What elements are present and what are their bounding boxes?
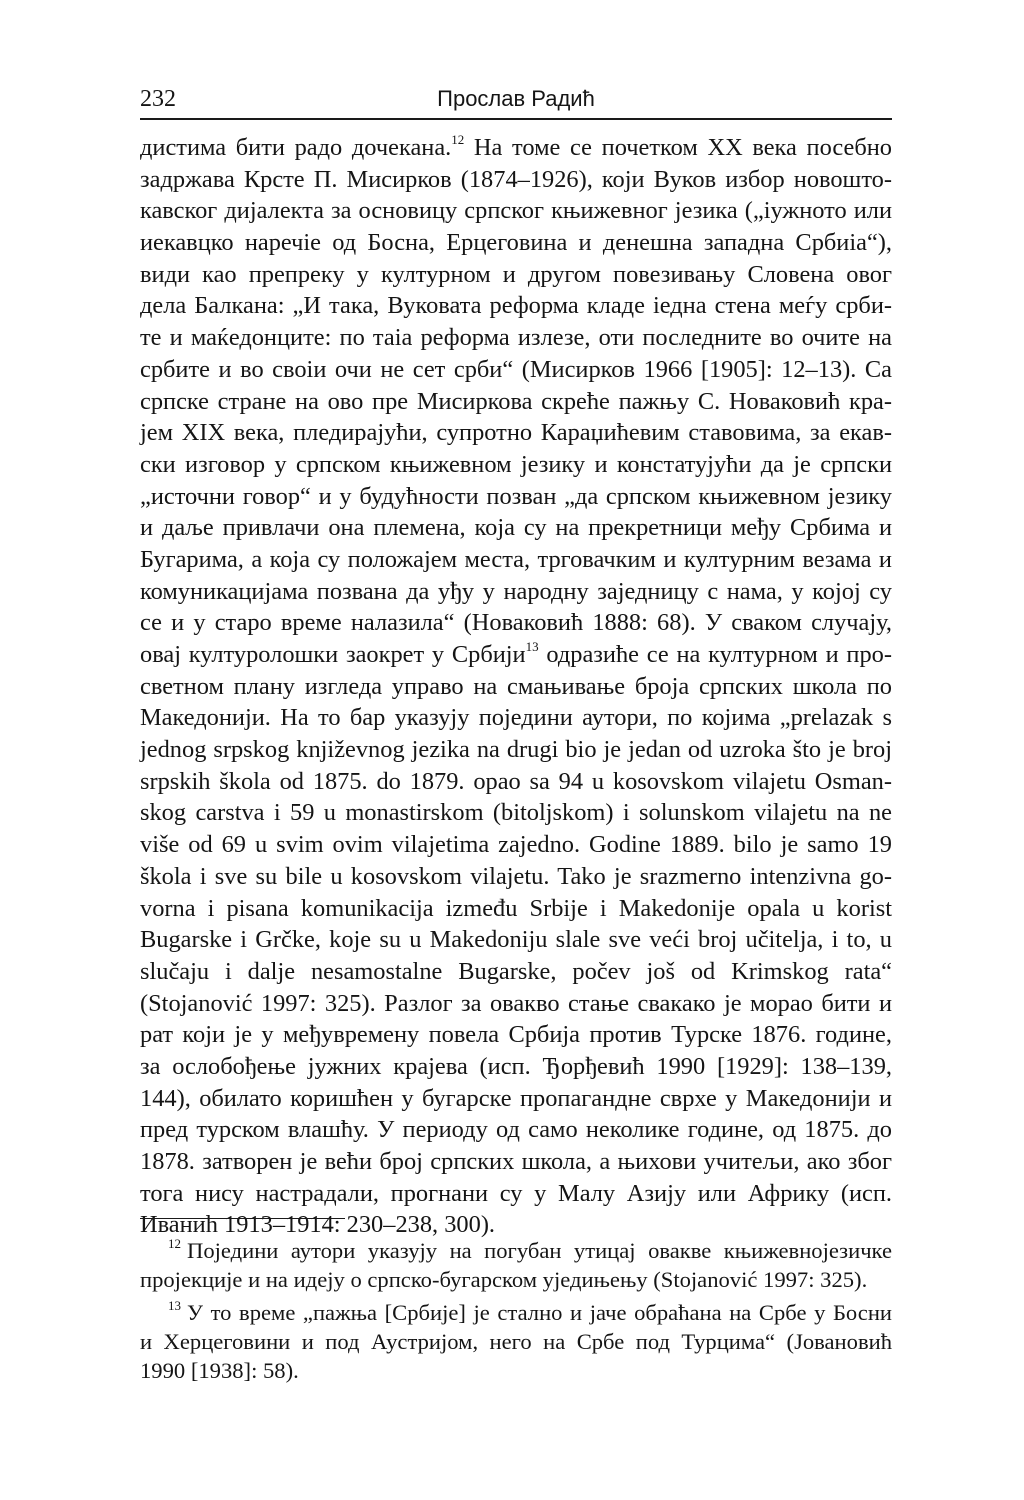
text-line [140, 417, 892, 449]
text-line [140, 449, 892, 481]
text-segment: се и у старо време налазила“ (Новаковић 1888: 68). У сваком случају, [140, 609, 892, 637]
footnote-line [140, 1298, 892, 1327]
text-line [140, 1083, 892, 1115]
footnote-line [140, 1327, 892, 1356]
text-line [140, 259, 892, 291]
text-line [140, 829, 892, 861]
footnote-number: 13 [168, 1298, 181, 1313]
running-header [140, 84, 892, 120]
text-segment: više od 69 u svim ovim vilajetima zajedno. Godine 1889. bilo je samo 19 [140, 831, 892, 859]
footnote [140, 1298, 892, 1385]
text-line [140, 861, 892, 893]
text-line [140, 1146, 892, 1178]
text-segment: дистима бити радо дочекана. [140, 134, 452, 161]
text-line [140, 956, 892, 988]
text-line [140, 1178, 892, 1210]
text-line [140, 734, 892, 766]
text-segment: пред турском влашћу. У периоду од само неколике године, од 1875. до [140, 1116, 892, 1144]
text-segment: задржава Крсте П. Мисирков (1874–1926), који Вуков избор новошто- [140, 165, 892, 193]
text-segment: skog carstva i 59 u monastirskom (bitoljskom) i solunskom vilajetu na ne [140, 799, 892, 827]
text-segment: Bugarske i Grčke, koje su u Makedoniju slale sve veći broj učitelja, i to, u [140, 926, 892, 954]
text-segment: кавског дијалекта за основицу српског књижевног језика („іужното или [140, 197, 892, 225]
text-segment: овај културолошки заокрет у Србији [140, 641, 526, 668]
footnotes [140, 1236, 892, 1389]
text-segment: рат који је у међувремену повела Србија против Турске 1876. године, [140, 1021, 892, 1049]
text-segment: србите и во своіи очи не сет срби“ (Мисирков 1966 [1905]: 12–13). Са [140, 355, 892, 383]
text-segment: одразиће се на културном и про- [538, 641, 892, 668]
text-line [140, 924, 892, 956]
text-segment: тога нису настрадали, прогнани су у Малу Азију или Африку (исп. [140, 1179, 892, 1207]
footnote-line [140, 1236, 892, 1265]
text-segment: 144), обилато коришћен у бугарске пропагандне сврхе у Македонији и [140, 1084, 892, 1112]
running-title: Прослав Радић [437, 86, 595, 111]
footnote [140, 1236, 892, 1294]
text-segment: vorna i pisana komunikacija između Srbije i Makedonije opala u korist [140, 894, 892, 922]
text-segment: Иванић 1913–1914: 230–238, 300). [140, 1211, 496, 1239]
text-segment: „источни говор“ и у будућности позван „да српском књижевном језику [140, 482, 892, 510]
body-text [140, 132, 892, 1241]
text-line [140, 893, 892, 925]
text-segment: јем XIX века, пледирајући, супротно Караџићевим ставовима, за екав- [140, 419, 892, 447]
text-line [140, 164, 892, 196]
text-line [140, 481, 892, 513]
text-segment: те и маќедонците: по таіа реформа излезе, оти последните во очите на [140, 324, 892, 352]
text-segment: jednog srpskog književnog jezika na drugi bio je jedan od uzroka što je broj [140, 736, 892, 764]
text-segment: дела Балкана: „И така, Вуковата реформа кладе іедна стена меѓу срби- [140, 292, 892, 320]
text-segment: (Stojanović 1997: 325). Разлог за овакво стање свакако је морао бити и [140, 989, 892, 1017]
text-line [140, 797, 892, 829]
footnote-text: пројекције и на идеју о српско-бугарском уједињењу (Stojanović 1997: 325). [140, 1267, 868, 1292]
text-line [140, 1114, 892, 1146]
text-line [140, 1019, 892, 1051]
text-line [140, 988, 892, 1020]
text-segment: за ослобођење јужних крајева (исп. Ђорђевић 1990 [1929]: 138–139, [140, 1052, 892, 1080]
footnote-reference: 12 [451, 132, 465, 147]
text-line [140, 766, 892, 798]
text-segment: Македонији. На то бар указују поједини аутори, по којима „prelazak s [140, 704, 892, 732]
text-line [140, 195, 892, 227]
footnote-number: 12 [168, 1236, 181, 1251]
text-segment: srpskih škola od 1875. do 1879. opao sa 94 u kosovskom vilajetu Osman- [140, 767, 892, 795]
text-segment: Бугарима, а која су положајем места, трговачким и културним везама и [140, 545, 892, 573]
text-segment: 1878. затворен је већи број српских школа, а њихови учитељи, ако због [140, 1148, 892, 1175]
footnote-text: Поједини аутори указују на погубан утицај овакве књижевнојезичке [187, 1238, 892, 1263]
text-line [140, 512, 892, 544]
text-segment: škola i sve su bile u kosovskom vilajetu. Tako je srazmerno intenzivna go- [140, 862, 892, 890]
text-line [140, 132, 892, 164]
text-line [140, 386, 892, 418]
footnote-text: У то време „пажња [Србије] је стално и јаче обраћана на Србе у Босни [187, 1300, 892, 1325]
text-segment: slučaju i dalje nesamostalne Bugarske, počev još od Krimskog rata“ [140, 957, 892, 985]
text-segment: светном плану изгледа управо на смањивање броја српских школа по [140, 672, 892, 700]
text-line [140, 1051, 892, 1083]
text-segment: и даље привлачи она племена, која су на прекретници међу Србима и [140, 514, 892, 542]
footnote-text: 1990 [1938]: 58). [140, 1358, 299, 1383]
text-line [140, 544, 892, 576]
text-segment: На томе се почетком XX века посебно [464, 134, 892, 161]
footnote-separator [140, 1218, 345, 1219]
text-line [140, 290, 892, 322]
text-line [140, 607, 892, 639]
text-line [140, 639, 892, 671]
footnote-line [140, 1356, 892, 1385]
text-segment: види као препреку у културном и другом повезивању Словена овог [140, 260, 892, 288]
text-segment: комуникацијама позвана да уђу у народну заједницу с нама, у којој су [140, 577, 892, 605]
text-line [140, 227, 892, 259]
text-segment: ски изговор у српском књижевном језику и констатујући да је српски [140, 450, 892, 478]
text-line [140, 354, 892, 386]
footnote-text: и Херцеговини и под Аустријом, него на Србе под Турцима“ (Јовановић [140, 1329, 892, 1354]
text-line [140, 576, 892, 608]
text-line [140, 702, 892, 734]
page-number: 232 [140, 86, 176, 112]
text-line [140, 671, 892, 703]
footnote-line [140, 1265, 892, 1294]
footnote-reference: 13 [525, 639, 539, 654]
text-segment: иекавцко наречіе од Босна, Ерцеговина и денешна западна Србиіа“), [140, 229, 892, 257]
text-segment: српске стране на ово пре Мисиркова скреће пажњу С. Новаковић кра- [140, 387, 892, 415]
text-line [140, 322, 892, 354]
